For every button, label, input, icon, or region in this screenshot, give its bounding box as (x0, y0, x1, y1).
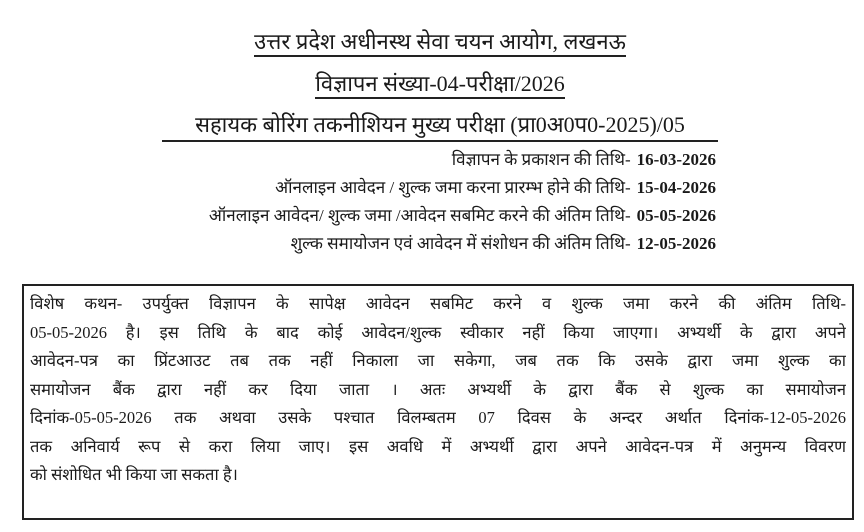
advertisement-number (0, 70, 864, 98)
date-label: ऑनलाइन आवेदन/ शुल्क जमा /आवेदन सबमिट करने की अंतिम तिथि- (208, 206, 631, 225)
notice-line: 05-05-2026 है। इस तिथि के बाद कोई आवेदन/शुल्क स्वीकार नहीं किया जाएगा। अभ्यर्थी के द्वारा अपने (30, 322, 846, 342)
date-row (209, 174, 716, 202)
date-label: ऑनलाइन आवेदन / शुल्क जमा करना प्रारम्भ होने की तिथि- (275, 178, 631, 197)
date-value: 12-05-2026 (636, 234, 716, 253)
organization-title (0, 28, 864, 56)
date-value: 05-05-2026 (636, 206, 716, 225)
notice-line: को संशोधित भी किया जा सकता है। (30, 465, 238, 484)
date-row (209, 202, 716, 230)
date-label: शुल्क समायोजन एवं आवेदन में संशोधन की अंतिम तिथि- (290, 234, 631, 253)
exam-title-text: सहायक बोरिंग तकनीशियन मुख्य परीक्षा (प्रा0अ0प0-2025)/05 (162, 111, 718, 142)
notice-line: समायोजन बैंक द्वारा नहीं कर दिया जाता । अतः अभ्यर्थी के द्वारा बैंक से शुल्क का समायोजन (30, 379, 846, 399)
date-value: 15-04-2026 (636, 178, 716, 197)
date-value: 16-03-2026 (636, 150, 716, 169)
exam-title (0, 111, 864, 142)
notice-line: तक अनिवार्य रूप से करा लिया जाए। इस अवधि में अभ्यर्थी द्वारा अपने आवेदन-पत्र में अनुमन्य विवरण (30, 436, 846, 456)
notice-line: आवेदन-पत्र का प्रिंटआउट तब तक नहीं निकाला जा सकेगा, जब तक कि उसके द्वारा जमा शुल्क का (30, 351, 846, 370)
advertisement-number-text: विज्ञापन संख्या-04-परीक्षा/2026 (315, 71, 565, 99)
important-dates (209, 146, 716, 258)
notice-line: विशेष कथन- उपर्युक्त विज्ञापन के सापेक्ष आवेदन सबमिट करने व शुल्क जमा करने की अंतिम तिथि- (30, 294, 846, 313)
organization-title-text: उत्तर प्रदेश अधीनस्थ सेवा चयन आयोग, लखनऊ (254, 29, 626, 57)
notice-line: दिनांक-05-05-2026 तक अथवा उसके पश्चात विलम्बतम 07 दिवस के अन्दर अर्थात दिनांक-12-05-2026 (30, 408, 846, 427)
date-row (209, 146, 716, 174)
date-label: विज्ञापन के प्रकाशन की तिथि- (451, 150, 631, 169)
special-notice-box (22, 284, 854, 520)
date-row (209, 230, 716, 258)
